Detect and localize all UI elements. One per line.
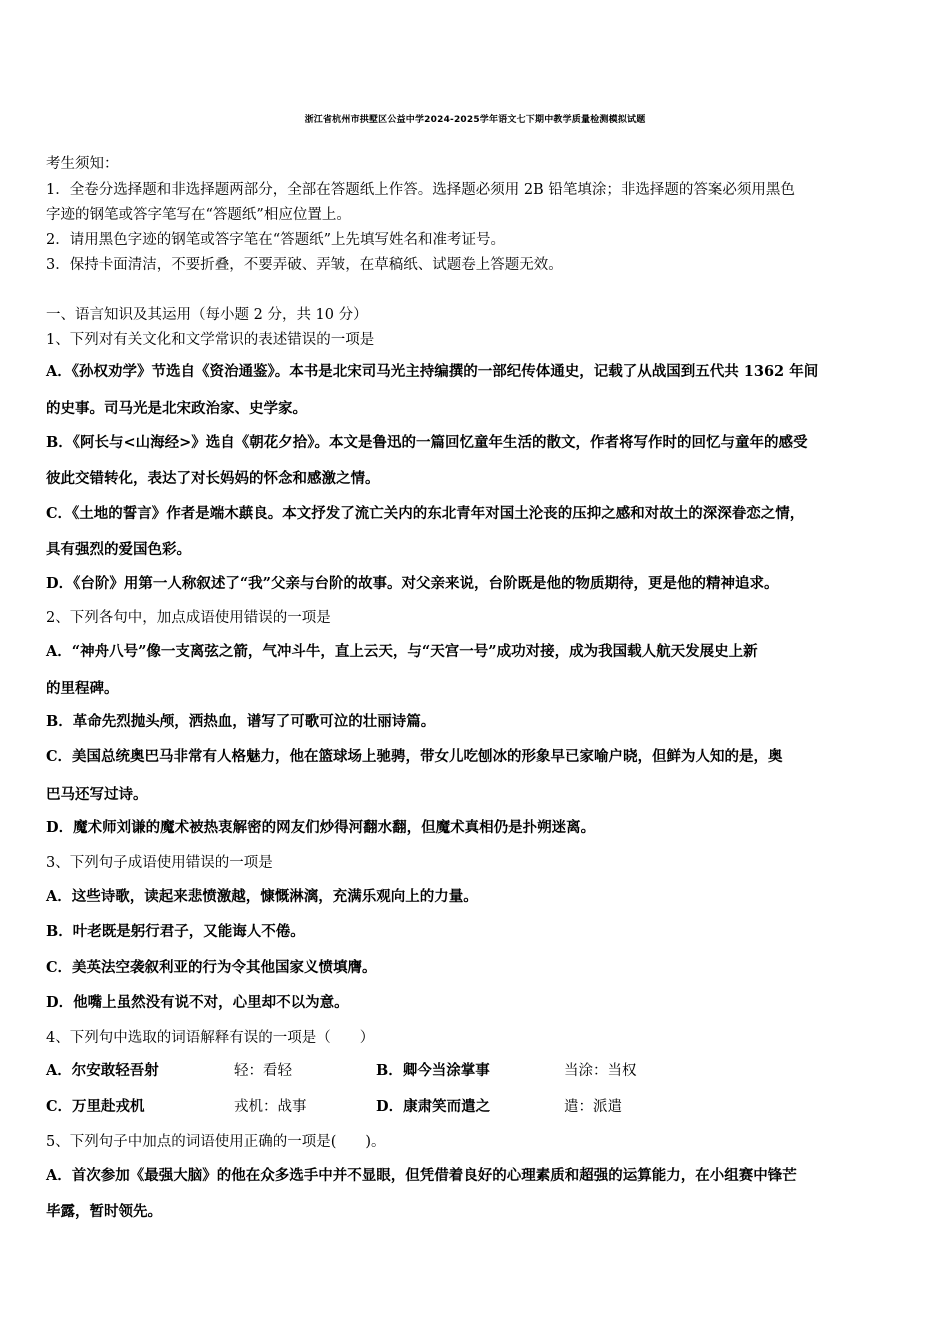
question-1-option-b: B．《阿长与<山海经>》选自《朝花夕拾》。本文是鲁迅的一篇回忆童年生活的散文，作者将写作时的回忆与童年的感受	[46, 434, 808, 451]
question-4-option-b-explanation: 当涂：当权	[564, 1063, 637, 1079]
question-1-option-b-cont: 彼此交错转化，表达了对长妈妈的怀念和感激之情。	[46, 470, 380, 487]
question-3-option-d: D．他嘴上虽然没有说不对，心里却不以为意。	[46, 994, 349, 1011]
question-3-stem: 3、下列句子成语使用错误的一项是	[46, 855, 273, 871]
question-2-option-a: A．“神舟八号”像一支离弦之箭，气冲斗牛，直上云天，与“天宫一号”成功对接，成为我国载人航天发展史上新	[46, 643, 758, 660]
question-4-option-c: C．万里赴戎机	[46, 1098, 145, 1115]
notice-item-1-cont: 字迹的钢笔或答字笔写在“答题纸”相应位置上。	[46, 207, 351, 223]
question-5-stem: 5、下列句子中加点的词语使用正确的一项是( )。	[46, 1134, 386, 1150]
question-1-option-d: D．《台阶》用第一人称叙述了“我”父亲与台阶的故事。对父亲来说，台阶既是他的物质期待，更是他的精神追求。	[46, 575, 779, 592]
question-5-option-a: A．首次参加《最强大脑》的他在众多选手中并不显眼，但凭借着良好的心理素质和超强的运算能力，在小组赛中锋芒	[46, 1167, 797, 1184]
question-2-stem: 2、下列各句中，加点成语使用错误的一项是	[46, 610, 331, 626]
question-1-stem: 1、下列对有关文化和文学常识的表述错误的一项是	[46, 332, 375, 348]
question-2-option-d: D．魔术师刘谦的魔术被热衷解密的网友们炒得河翻水翻，但魔术真相仍是扑朔迷离。	[46, 819, 596, 836]
question-3-option-b: B．叶老既是躬行君子，又能诲人不倦。	[46, 923, 305, 940]
notice-item-1: 1．全卷分选择题和非选择题两部分，全部在答题纸上作答。选择题必须用 2B 铅笔填涂；非选择题的答案必须用黑色	[46, 182, 795, 198]
question-4-option-a: A．尔安敢轻吾射	[46, 1062, 159, 1079]
question-5-option-a-cont: 毕露，暂时领先。	[46, 1203, 162, 1220]
question-2-option-c: C．美国总统奥巴马非常有人格魅力，他在篮球场上驰骋，带女儿吃刨冰的形象早已家喻户晓，但鲜为人知的是，奥	[46, 748, 783, 765]
question-4-stem: 4、下列句中选取的词语解释有误的一项是（ ）	[46, 1030, 375, 1046]
question-4-option-c-explanation: 戎机：战事	[234, 1099, 307, 1115]
question-2-option-b: B．革命先烈抛头颅，洒热血，谱写了可歌可泣的壮丽诗篇。	[46, 713, 436, 730]
notice-item-3: 3．保持卡面清洁，不要折叠，不要弄破、弄皱，在草稿纸、试题卷上答题无效。	[46, 257, 563, 273]
question-2-option-c-cont: 巴马还写过诗。	[46, 786, 148, 803]
section-heading: 一、语言知识及其运用（每小题 2 分，共 10 分）	[46, 307, 368, 323]
question-4-option-a-explanation: 轻：看轻	[234, 1063, 292, 1079]
question-3-option-c: C．美英法空袭叙利亚的行为令其他国家义愤填膺。	[46, 959, 377, 976]
question-1-option-a: A．《孙权劝学》节选自《资治通鉴》。本书是北宋司马光主持编撰的一部纪传体通史，记载了从战国到五代共 1362 年间	[46, 363, 819, 380]
question-4-option-d: D．康肃笑而遣之	[376, 1098, 491, 1115]
question-1-option-c-cont: 具有强烈的爱国色彩。	[46, 541, 191, 558]
question-2-option-a-cont: 的里程碑。	[46, 680, 119, 697]
question-1-option-c: C．《土地的誓言》作者是端木蕻良。本文抒发了流亡关内的东北青年对国土沦丧的压抑之感和对故土的深深眷恋之情，	[46, 505, 805, 522]
question-4-option-b: B．卿今当涂掌事	[376, 1062, 490, 1079]
question-4-option-d-explanation: 遣：派遣	[564, 1099, 622, 1115]
notice-heading: 考生须知：	[46, 156, 119, 172]
question-3-option-a: A．这些诗歌，读起来悲愤激越，慷慨淋漓，充满乐观向上的力量。	[46, 888, 478, 905]
question-1-option-a-cont: 的史事。司马光是北宋政治家、史学家。	[46, 400, 307, 417]
page-title: 浙江省杭州市拱墅区公益中学2024-2025学年语文七下期中教学质量检测模拟试题	[304, 115, 646, 125]
notice-item-2: 2．请用黑色字迹的钢笔或答字笔在“答题纸”上先填写姓名和准考证号。	[46, 232, 506, 248]
